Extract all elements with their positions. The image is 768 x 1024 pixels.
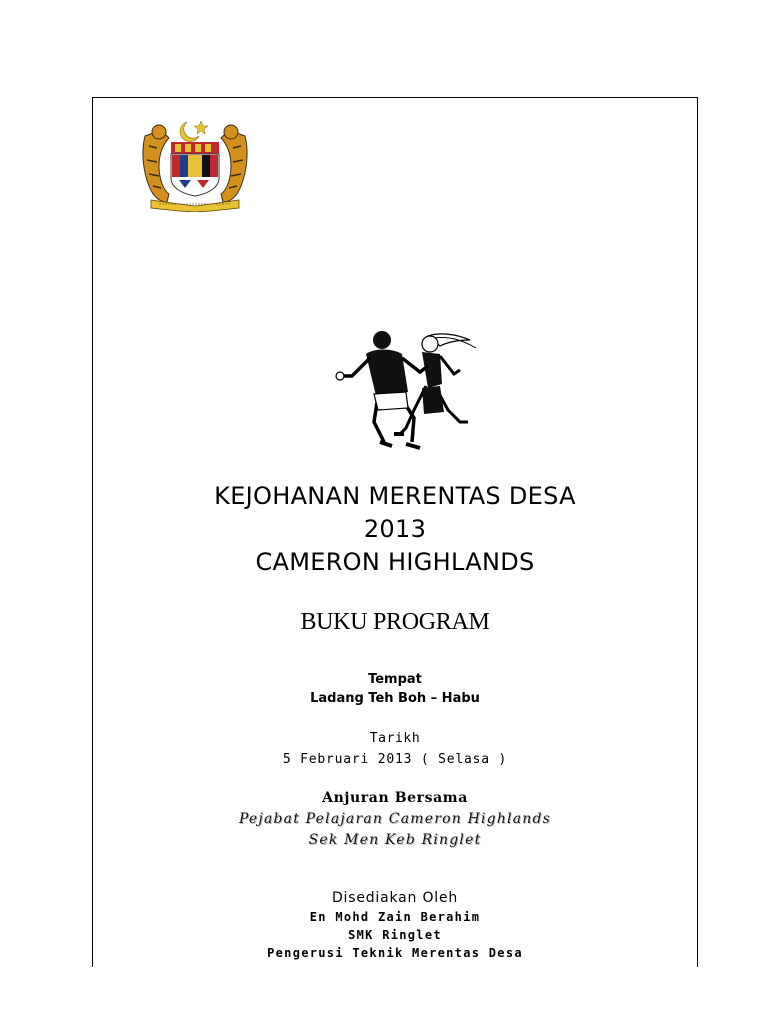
event-title <box>92 480 698 579</box>
preparer-role: Pengerusi Teknik Merentas Desa <box>267 946 523 960</box>
event-title-line-3: CAMERON HIGHLANDS <box>255 548 535 576</box>
preparer-school: SMK Ringlet <box>348 928 442 942</box>
date-value: 5 Februari 2013 ( Selasa ) <box>282 752 508 767</box>
organizers-label: Anjuran Bersama <box>322 790 468 806</box>
organizer-line: Sek Men Keb Ringlet <box>308 832 482 848</box>
event-title-line-1: KEJOHANAN MERENTAS DESA <box>214 482 576 510</box>
prepared-by-label: Disediakan Oleh <box>331 890 459 906</box>
venue-label: Tempat <box>368 672 422 687</box>
organizer-line: Pejabat Pelajaran Cameron Highlands <box>238 811 552 827</box>
date-label: Tarikh <box>369 731 421 746</box>
program-book-heading: BUKU PROGRAM <box>300 609 490 635</box>
coat-of-arms-icon <box>139 116 251 212</box>
venue-value: Ladang Teh Boh – Habu <box>310 691 480 706</box>
runners-illustration-icon <box>330 326 480 456</box>
preparer-name: En Mohd Zain Berahim <box>309 910 481 924</box>
event-title-line-2: 2013 <box>363 515 427 543</box>
